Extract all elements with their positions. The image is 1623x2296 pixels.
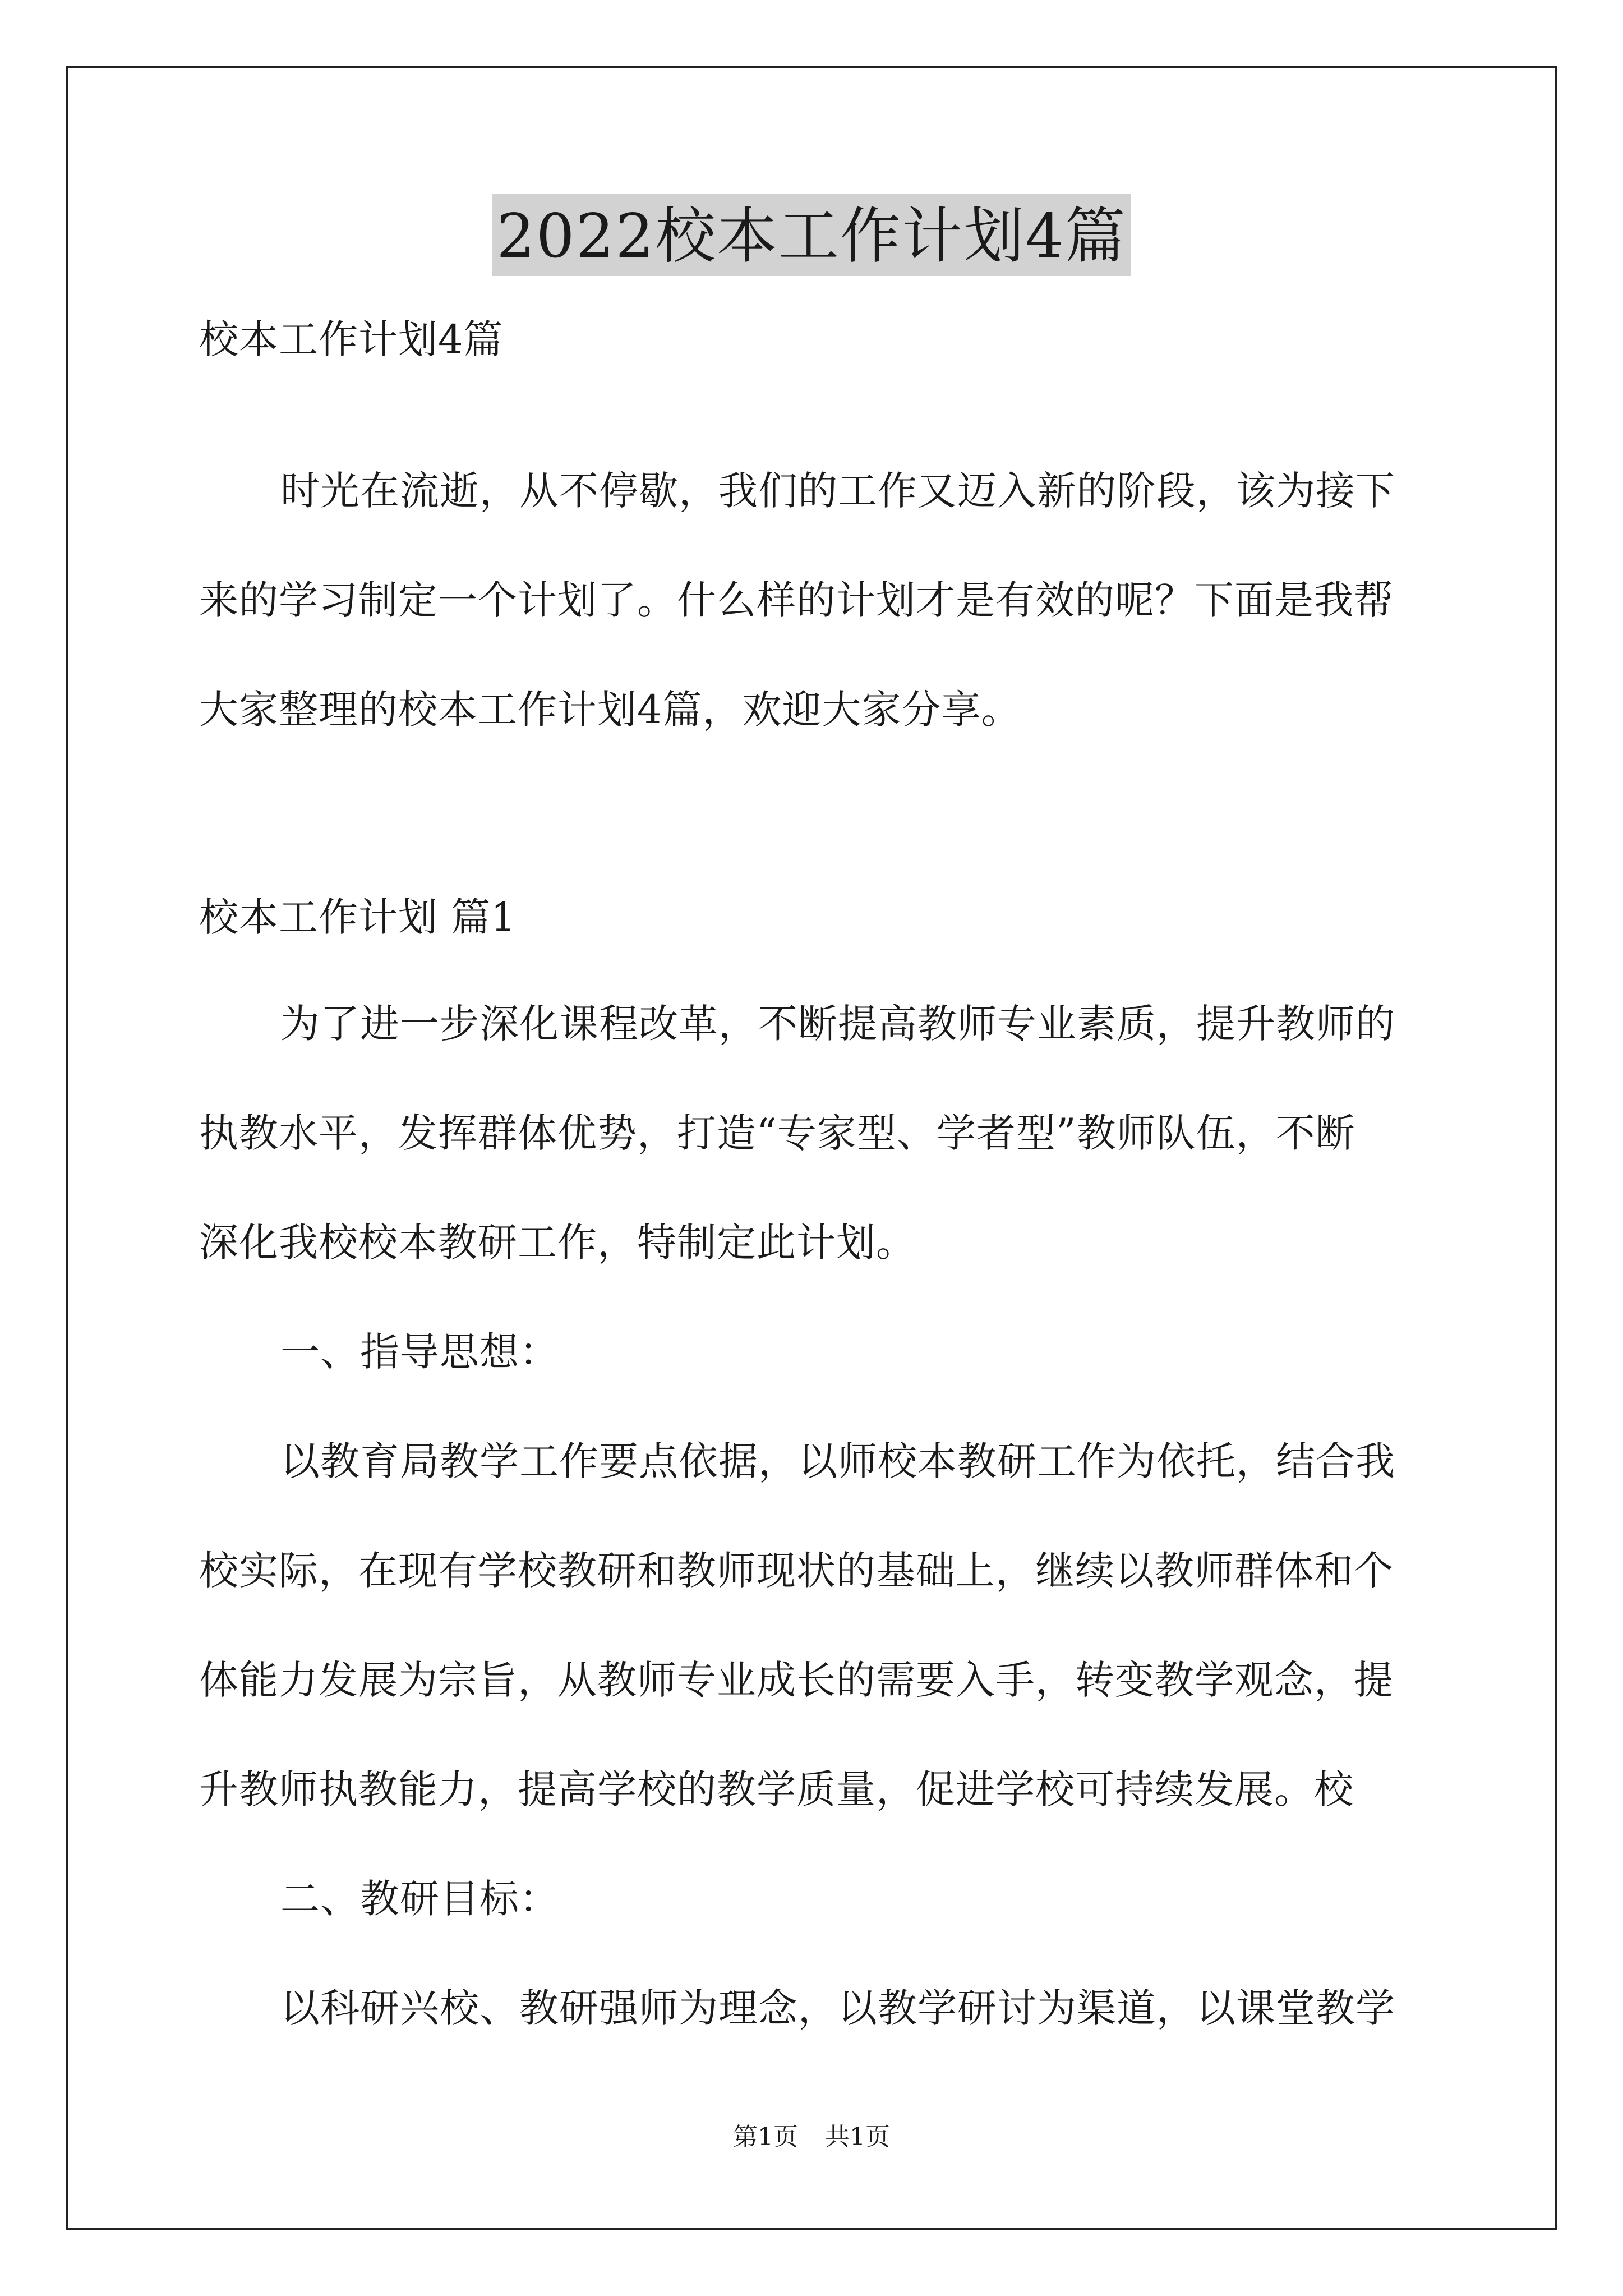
goals-line-1: 以科研兴校、教研强师为理念，以教学研讨为渠道，以课堂教学 — [280, 1985, 1395, 2031]
document-title: 2022校本工作计划4篇 — [492, 194, 1131, 276]
page-footer — [0, 2120, 1623, 2154]
section1-line-2: 执教水平，发挥群体优势，打造“专家型、学者型”教师队伍，不断 — [199, 1110, 1355, 1156]
intro-line-1: 时光在流逝，从不停歇，我们的工作又迈入新的阶段，该为接下 — [280, 468, 1395, 514]
guiding-line-1: 以教育局教学工作要点依据，以师校本教研工作为依托，结合我 — [280, 1438, 1395, 1484]
section-heading: 校本工作计划 篇1 — [199, 894, 517, 940]
page-number: 第1页 — [733, 2123, 798, 2151]
page-total: 共1页 — [825, 2123, 890, 2151]
guiding-line-2: 校实际，在现有学校教研和教师现状的基础上，继续以教师群体和个 — [199, 1548, 1394, 1594]
guiding-line-4: 升教师执教能力，提高学校的教学质量，促进学校可持续发展。校 — [199, 1766, 1354, 1812]
section1-line-1: 为了进一步深化课程改革，不断提高教师专业素质，提升教师的 — [280, 1001, 1395, 1047]
goals-heading: 二、教研目标： — [280, 1876, 559, 1922]
section1-line-3: 深化我校校本教研工作，特制定此计划。 — [199, 1220, 916, 1266]
intro-line-2: 来的学习制定一个计划了。什么样的计划才是有效的呢？下面是我帮 — [199, 577, 1394, 623]
guiding-heading: 一、指导思想： — [280, 1329, 559, 1375]
intro-line-3: 大家整理的校本工作计划4篇，欢迎大家分享。 — [199, 687, 1021, 733]
document-subtitle: 校本工作计划4篇 — [199, 316, 504, 362]
title-container — [0, 194, 1623, 276]
guiding-line-3: 体能力发展为宗旨，从教师专业成长的需要入手，转变教学观念，提 — [199, 1657, 1394, 1703]
